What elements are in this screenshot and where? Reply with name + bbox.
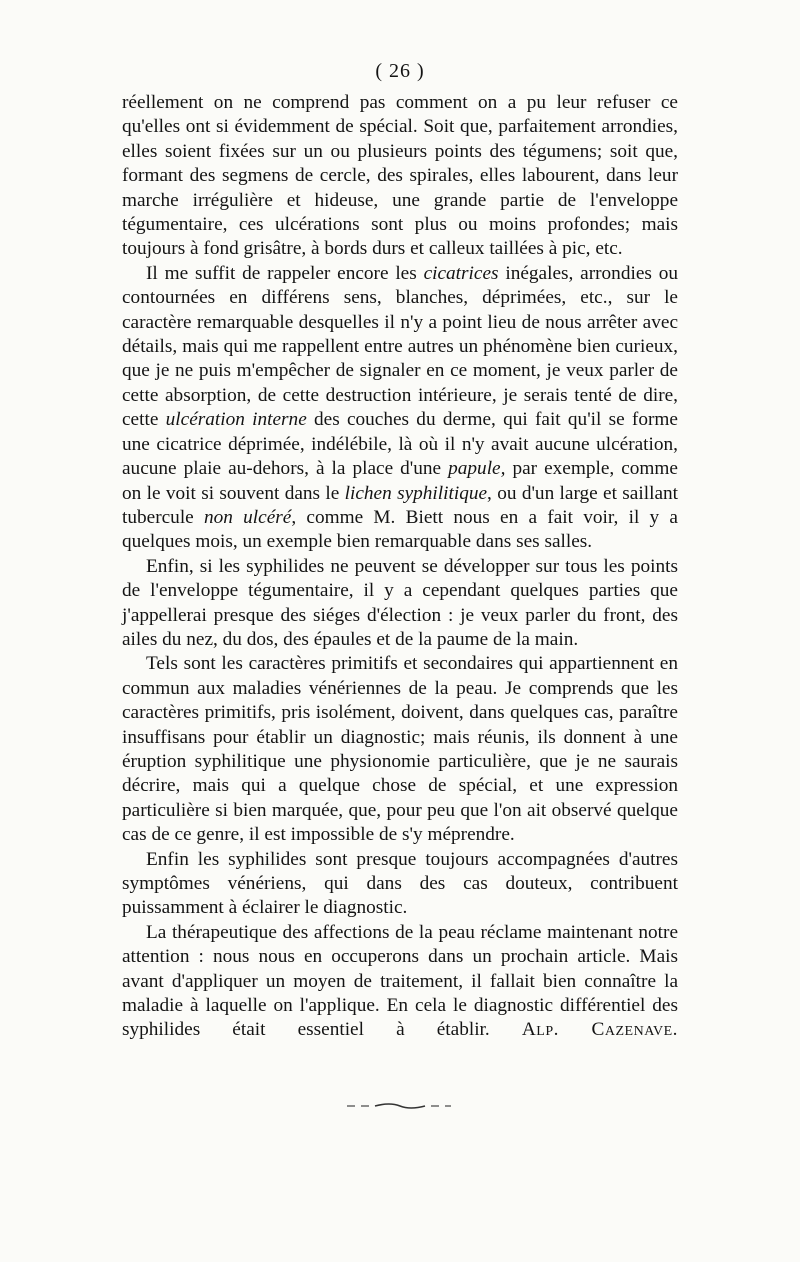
paragraph (122, 91, 678, 262)
text-run: Tels sont les caractères primitifs et secondaires qui appartiennent en commun aux maladies vénériennes de la peau. Je comprends que les caractères primitifs, pris isolément, doivent, dans quelques cas, paraître insuffisans pour établir un diagnostic; mais réunis, ils donnent à une éruption syphilitique une physionomie particulière, que je ne saurais décrire, mais qui a quelque chose de spécial, et une expression particulière si bien marquée, que, pour peu que l'on ait observé quelque cas de ce genre, il est impossible de s'y méprendre. (122, 653, 678, 846)
paragraph (122, 262, 678, 555)
text-run: Enfin, si les syphilides ne peuvent se développer sur tous les points de l'enveloppe tégumentaire, il y a cependant quelques parties que j'appellerai presque des siéges d'élection : je veux parler du front, des ailes du nez, du dos, des épaules et de la paume de la main. (122, 555, 678, 650)
italic-text: papule, (448, 458, 506, 480)
text-run: Il me suffit de rappeler encore les (146, 262, 424, 284)
page-number: ( 26 ) (375, 60, 425, 82)
text-run: réellement on ne comprend pas comment on a pu leur refuser ce qu'elles ont si évidemment de spécial. Soit que, parfaitement arrondies, elles soient fixées sur un ou plusieurs points des tégumens; soit que, formant des segmens de cercle, des spirales, elles labourent, dans leur marche irrégulière et hideuse, une grande partie de l'enveloppe tégumentaire, ces ulcérations sont plus ou moins profondes; mais toujours à fond grisâtre, à bords durs et calleux taillées à pic, etc. (122, 92, 678, 260)
body-text (122, 91, 678, 1043)
text-run: Enfin les syphilides sont presque toujours accompagnées d'autres symptômes vénériens, qui dans des cas douteux, contribuent puissamment à éclairer le diagnostic. (122, 848, 678, 919)
paragraph (122, 555, 678, 653)
italic-text: ulcération interne (165, 409, 307, 431)
paragraph (122, 652, 678, 847)
text-run: La thérapeutique des affections de la peau réclame maintenant notre attention : nous nous en occuperons dans un prochain article. Mais avant d'appliquer un moyen de traitement, il fallait bien connaître la maladie à laquelle on l'applique. En cela le diagnostic différentiel des syphilides était essentiel à établir. (122, 921, 678, 1041)
paragraph (122, 921, 678, 1043)
text-run: , comme M. Biett nous en a fait voir, il y a quelques mois, un exemple bien remarquable dans ses salles. (122, 506, 678, 553)
end-ornament (0, 1097, 800, 1113)
paragraph (122, 848, 678, 921)
text-run: inégales, arrondies ou contournées en différens sens, blanches, déprimées, etc., sur le caractère remarquable desquelles il n'y a point lieu de nous arrêter avec détails, mais qui me rappellent entre autres un phénomène bien curieux, que je ne puis m'empêcher de signaler en ce moment, je veux parler de cette absorption, de cette destruction intérieure, je serais tenté de dire, cette (122, 262, 678, 431)
text-run: des couches du derme, qui fait qu'il se forme une cicatrice déprimée, indélébile, là où il n'y avait aucune ulcération, aucune plaie au-dehors, à la place d'une (122, 409, 678, 480)
italic-text: non ulcéré (203, 506, 292, 528)
italic-text: lichen syphilitique (344, 482, 488, 504)
flourish-divider-icon (345, 1100, 455, 1110)
text-run: par exemple, comme on le voit si souvent dans le (122, 458, 678, 504)
italic-text: cicatrices (423, 262, 499, 284)
author-signature: Alp. Cazenave. (521, 1019, 678, 1041)
text-run: , ou d'un large et saillant tubercule (122, 482, 678, 528)
